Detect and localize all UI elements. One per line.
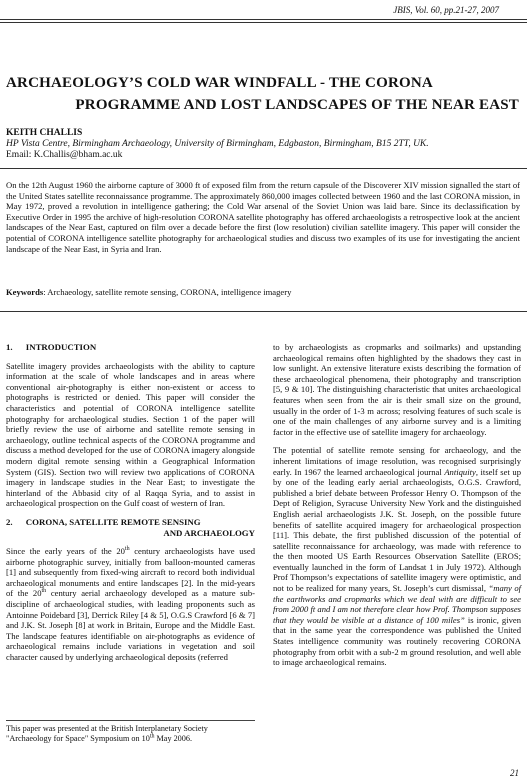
abstract-top-rule xyxy=(0,168,527,169)
footnote-rule xyxy=(6,720,255,721)
section-2-heading xyxy=(6,517,255,538)
s2-text-a: Since the early years of the 20 xyxy=(6,546,125,557)
abstract-bottom-rule xyxy=(0,311,527,312)
author-name: KEITH CHALLIS xyxy=(6,128,83,138)
footnote-text-a: "Archaeology for Space" Symposium on 10 xyxy=(6,734,150,743)
right-paragraph-1: to by archaeologists as cropmarks and soilmarks) and upstanding archaeological remains often highlighted by the shadows they cast in low sunlight. An extensive literature exists describing the formation of these archaeological phenomena, their photography and transcription [5, 9 & 10]. The distinguishing characteristic that unites archaeological features when seen from the air is their small size on the ground, usually in the order of 1-3 m across; resolving features of such scale is one of the main challenges of any airborne survey and is a limiting factor in the effective use of satellite imagery for archaeology. xyxy=(273,342,521,437)
footnote-line-2 xyxy=(6,734,255,744)
keywords xyxy=(6,287,520,297)
section-1-heading: 1. INTRODUCTION xyxy=(6,342,97,352)
section-2-heading-part1: 2. CORONA, SATELLITE REMOTE SENSING xyxy=(6,516,201,527)
left-column xyxy=(6,342,255,671)
section-2-heading-part2: AND ARCHAEOLOGY xyxy=(163,527,255,538)
s2-sup-2: th xyxy=(41,588,47,595)
title-line-2: PROGRAMME AND LOST LANDSCAPES OF THE NEAR EAST xyxy=(75,97,519,113)
paper-title xyxy=(6,72,521,116)
running-head: JBIS, Vol. 60, pp.21-27, 2007 xyxy=(393,5,499,15)
keywords-label: Keywords xyxy=(6,287,44,297)
section-2-paragraph xyxy=(6,546,255,663)
footnote-sup: th xyxy=(149,733,155,740)
section-1-paragraph: Satellite imagery provides archaeologists with the ability to capture information at the scale of whole landscapes and in areas where conventional air-photography is either non-existent or access to photographs is restricted or denied. This paper will consider the characteristics and potential of CORONA intelligence satellite photography for archaeological studies. Section 1 of the paper will briefly review the use of airborne and satellite remote sensing in archaeology, outline technical aspects of the CORONA programme and discuss a method developed for the use of CORONA imagery alongside modern digital remote sensing within a Geographical Information System (GIS). Section two will review two applications of CORONA imagery in landscape studies in the Near East; to investigate the hinterland of the Abbasid city of al Raqqa Syria, and to assist in archaeological prospection on the Gulf coast of western of Iran. xyxy=(6,360,255,509)
right-column xyxy=(273,342,521,676)
journal-name: Antiquity xyxy=(444,466,476,477)
right-paragraph-2 xyxy=(273,445,521,667)
st-joseph-quote: “many of the earthworks and cropmarks which we deal with are difficult to see from 2000 ft and I am not therefore clear how Prof. Thompson supposes that they would be visible at a distance of 100 miles” xyxy=(273,583,521,625)
r2-text-c: is ironic, given that in the same year the correspondence was published the United States intelligence community was routinely recovering CORONA photography from orbit with a sub-2 m ground resolution, and well able to image archaeological remains. xyxy=(273,614,521,668)
s2-text-c: century aerial archaeology developed as a mature sub-discipline of archaeological studies, with leading proponents such as Antoinne Poidebard [3], Derrick Riley [4 & 5], O.G.S Crawford [6 & 7] and J.K. St. Joseph [8] at work in Britain, Europe and the Middle East. The landscape features identifiable on air-photographs as evidence of archaeological remains include variations in vegetation and soil character caused by underlying archaeological deposits (referred xyxy=(6,588,255,663)
page-number: 21 xyxy=(510,768,519,778)
author-affiliation: HP Vista Centre, Birmingham Archaeology, University of Birmingham, Edgbaston, Birmingham, B15 2TT, UK. xyxy=(6,139,429,149)
abstract: On the 12th August 1960 the airborne capture of 3000 ft of exposed film from the return capsule of the Discoverer XIV mission signalled the start of the United States satellite reconnaissance programme. The approximately 860,000 images collected between 1960 and the last CORONA mission, in May 1972, proved a revolution in intelligence gathering; the Cold War arsenal of the Soviet Union was laid bare. Since its declassification by Executive Order in 1995 the archive of high-resolution CORONA satellite photography has offered archaeologists a retrospective look at the ancient landscapes of the Near East, captured on film over a decade before the first (low resolution) civilian satellite imagery. This paper will consider the potential of CORONA intelligence satellite photography for archaeological studies and discuss two examples of its use for investigating the ancient landscape of the Near East, in Syria and Iran. xyxy=(6,180,520,254)
s2-sup-1: th xyxy=(124,546,130,553)
s2-text-b: century archaeologists have used airborne photographic survey, initially from balloon-mounted cameras [1] and subsequently from fixed-wing aircraft to record both individual archaeological monuments and entire landscapes [2]. In the mid-years of the 20 xyxy=(6,546,256,599)
footnote-text-b: May 2006. xyxy=(154,734,193,743)
keywords-text: : Archaeology, satellite remote sensing, CORONA, intelligence imagery xyxy=(43,287,292,297)
header-rule-2 xyxy=(0,22,527,23)
footnote xyxy=(6,724,255,744)
header-rule xyxy=(0,19,527,20)
r2-text-b: , itself set up by one of the leading early aerial archaeologists, O.G.S. Crawford, published a brief debate between Professor Henry O. Thompson of the Dept of Religion, Syracuse University New York and the distinguished English aerial archaeologists J.K. St. Joseph, on the possible future benefits of satellite acquired imagery for archaeological prospection [11]. This debate, the first published discussion of the potential of satellite reconnaissance for archaeology, was made with reference to the then mooted US Earth Resources Observation Satellite (EROS; eventually launched in the form of Landsat 1 in July 1972). Although Prof Thompson’s expectations of satellite imagery were optimistic, and not to be realized for many years, St. Joseph’s curt dismissal, xyxy=(273,466,522,594)
author-email: Email: K.Challis@bham.ac.uk xyxy=(6,150,123,160)
r2-text-a: The potential of satellite remote sensing for archaeology, and the inherent limitations of image resolution, was recognised surprisingly early. In 1967 the learned archaeological journal xyxy=(273,445,521,477)
footnote-line-1: This paper was presented at the British Interplanetary Society xyxy=(6,724,208,733)
title-line-1: ARCHAEOLOGY’S COLD WAR WINDFALL - THE CORONA xyxy=(6,75,433,91)
